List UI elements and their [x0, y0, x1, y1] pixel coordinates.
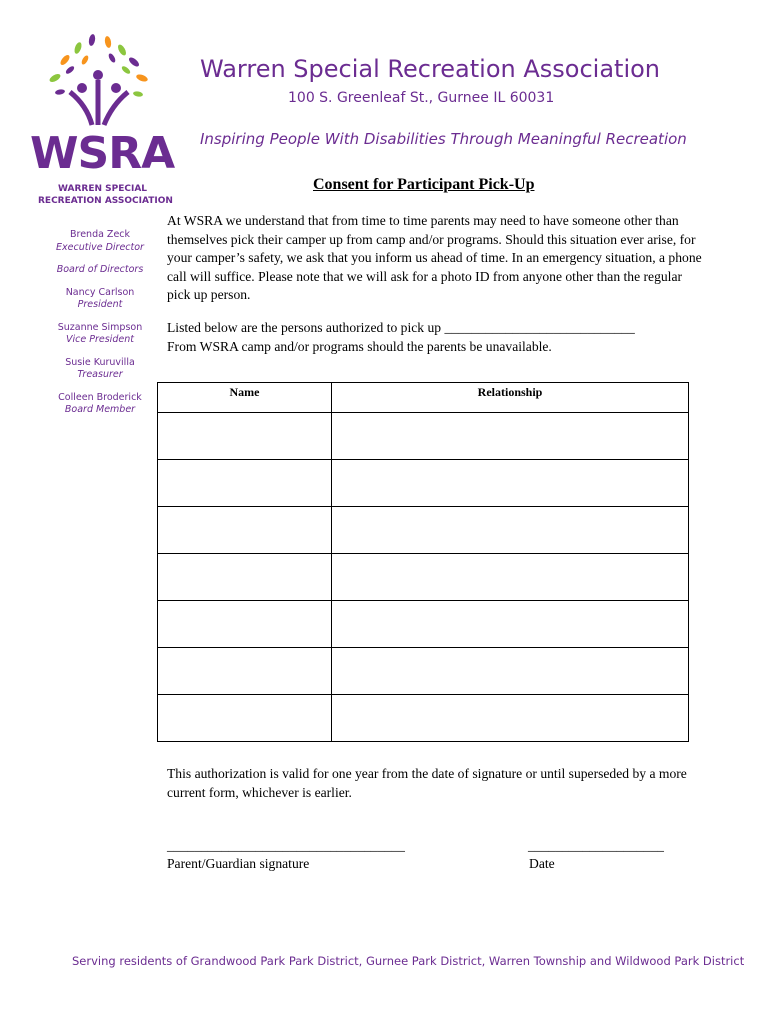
logo-subtitle-line1: WARREN SPECIAL: [58, 184, 148, 194]
member-role: Vice President: [66, 334, 134, 345]
document-title: Consent for Participant Pick-Up: [313, 176, 535, 193]
date-line[interactable]: ____________________: [528, 838, 664, 853]
relationship-cell[interactable]: [332, 695, 689, 742]
member-role: President: [77, 299, 123, 310]
authorization-line1: Listed below are the persons authorized to pick up ____________________________: [167, 320, 635, 335]
table-row: [158, 460, 689, 507]
signature-line[interactable]: ___________________________________: [167, 838, 405, 853]
relationship-cell[interactable]: [332, 554, 689, 601]
member-name: Nancy Carlson: [65, 286, 135, 298]
organization-tagline: Inspiring People With Disabilities Through Meaningful Recreation: [200, 130, 687, 148]
logo-subtitle: [38, 183, 173, 207]
column-header-relationship: Relationship: [332, 383, 689, 413]
name-cell[interactable]: [158, 601, 332, 648]
relationship-cell[interactable]: [332, 648, 689, 695]
table-row: [158, 648, 689, 695]
authorized-persons-table: [157, 382, 689, 742]
organization-name: Warren Special Recreation Association: [200, 55, 661, 83]
date-label: Date: [529, 856, 555, 871]
table-row: [158, 507, 689, 554]
tree-icon: [48, 34, 148, 125]
table-header-row: [158, 383, 689, 413]
name-cell[interactable]: [158, 554, 332, 601]
authorization-line2: From WSRA camp and/or programs should the parents be unavailable.: [167, 338, 552, 354]
table-row: [158, 601, 689, 648]
relationship-cell[interactable]: [332, 601, 689, 648]
organization-address: 100 S. Greenleaf St., Gurnee IL 60031: [288, 90, 555, 106]
relationship-cell[interactable]: [332, 413, 689, 460]
member-name: Colleen Broderick: [58, 391, 142, 403]
relationship-cell[interactable]: [332, 507, 689, 554]
member-name: Suzanne Simpson: [57, 321, 143, 333]
intro-paragraph: At WSRA we understand that from time to time parents may need to have someone other than themselves pick their camper up from camp and/or programs. Should this situation ever arise, for your camper’s safety, we ask that you inform us ahead of time. In an emergency situation, a phone call will suffice. Please note that we will ask for a photo ID from anyone other than the regular pick up person.: [167, 213, 702, 302]
relationship-cell[interactable]: [332, 460, 689, 507]
exec-name: Brenda Zeck: [69, 229, 131, 240]
board-heading: Board of Directors: [56, 264, 144, 275]
footer-service-area: Serving residents of Grandwood Park Park District, Gurnee Park District, Warren Township and Wildwood Park District: [72, 954, 745, 968]
executive-director: [40, 229, 160, 254]
name-cell[interactable]: [158, 460, 332, 507]
table-row: [158, 554, 689, 601]
authorization-paragraph: [167, 319, 702, 356]
board-member: [40, 322, 160, 347]
table-row: [158, 695, 689, 742]
board-member: [40, 357, 160, 382]
name-cell[interactable]: [158, 507, 332, 554]
board-member: [40, 392, 160, 417]
member-role: Treasurer: [77, 369, 123, 380]
column-header-name: Name: [158, 383, 332, 413]
logo-wordmark: WSRA: [30, 128, 175, 179]
exec-role: Executive Director: [56, 241, 144, 253]
member-name: Susie Kuruvilla: [65, 356, 135, 368]
staff-sidebar: [40, 229, 160, 427]
board-member: [40, 287, 160, 312]
name-cell[interactable]: [158, 648, 332, 695]
logo-subtitle-line2: RECREATION ASSOCIATION: [38, 196, 173, 206]
validity-paragraph: This authorization is valid for one year from the date of signature or until superseded by a more current form, whichever is earlier.: [167, 766, 687, 800]
name-cell[interactable]: [158, 695, 332, 742]
member-role: Board Member: [64, 404, 136, 415]
table-row: [158, 413, 689, 460]
signature-label: Parent/Guardian signature: [167, 856, 310, 871]
name-cell[interactable]: [158, 413, 332, 460]
